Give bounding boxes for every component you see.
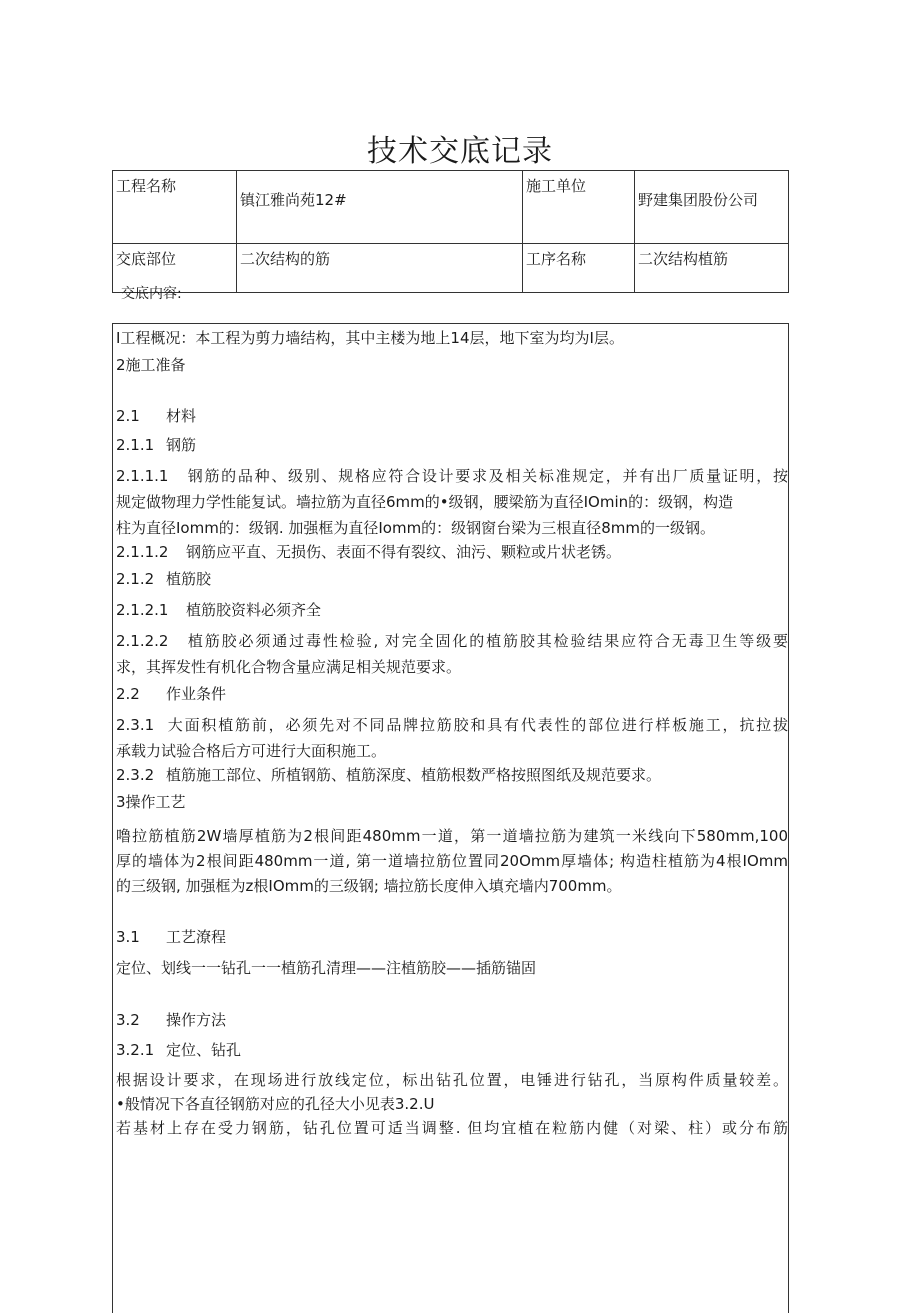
clause-number: 2.1.2 — [116, 570, 155, 588]
part-label: 交底部位 — [113, 244, 237, 293]
content-line: I工程概况：本工程为剪力墙结构，其中主楼为地上14层，地下室为均为I层。 — [116, 329, 624, 347]
clause-text: 大面积植筋前，必须先对不同品牌拉筋胶和具有代表性的部位进行样板施工，抗拉拔 — [166, 716, 788, 734]
subsection-heading — [116, 568, 788, 589]
content-line: 噜拉筋植筋2W墙厚植筋为2根间距480mm一道，第一道墙拉筋为建筑一米线向下580mm,100 — [116, 827, 788, 845]
content-line: 根据设计要求，在现场进行放线定位，标出钻孔位置，电锤进行钻孔，当原构件质量较差。 — [116, 1071, 788, 1089]
clause-text: 作业条件 — [166, 685, 227, 703]
clause-text: 植筋施工部位、所植钢筋、植筋深度、植筋根数严格按照图纸及规范要求。 — [166, 766, 662, 784]
info-row-1 — [113, 171, 789, 244]
content-line: 规定做物理力学性能复试。墙拉筋为直径6mm的•级钢，腰梁筋为直径IOmin的：级钢，构造 — [116, 493, 734, 511]
project-name-value: 镇江雅尚苑12# — [237, 171, 523, 244]
content-line: 柱为直径Iomm的：级钢. 加强框为直径Iomm的：级钢窗台梁为三根直径8mm的一级钢。 — [116, 519, 715, 537]
clause-text: 钢筋的品种、级别、规格应符合设计要求及相关标准规定，并有出厂质量证明，按 — [186, 467, 788, 485]
clause-text: 工艺潦程 — [166, 928, 227, 946]
clause-text: 植筋胶资料必须齐全 — [186, 601, 322, 619]
content-line — [116, 465, 788, 486]
clause-text: 钢筋应平直、无损伤、表面不得有裂纹、油污、颗粒或片状老锈。 — [186, 543, 622, 561]
project-name-label: 工程名称 — [113, 171, 237, 244]
subsection-heading — [116, 434, 788, 455]
content-line: 若基材上存在受力钢筋，钻孔位置可适当调整. 但均宜植在粒筋内健（对梁、柱）或分布筋 — [116, 1119, 788, 1137]
subsection-heading — [116, 926, 788, 947]
content-line — [116, 714, 788, 735]
part-value: 二次结构的筋 — [237, 244, 523, 293]
content-line — [116, 630, 788, 651]
section-heading: 2施工准备 — [116, 356, 186, 374]
clause-text: 材料 — [166, 407, 197, 425]
subsection-heading — [116, 405, 788, 426]
clause-number: 2.1.2.1 — [116, 601, 169, 619]
clause-text: 定位、钻孔 — [166, 1041, 242, 1059]
section-heading: 3操作工艺 — [116, 793, 186, 811]
clause-text: 植筋胶 — [166, 570, 212, 588]
content-line: 求，其挥发性有机化合物含量应满足相关规范要求。 — [116, 658, 462, 676]
info-row-2 — [113, 244, 789, 293]
clause-text: 钢筋 — [166, 436, 197, 454]
clause-number: 2.1 — [116, 407, 140, 425]
clause-number: 2.3.2 — [116, 766, 155, 784]
subsection-heading — [116, 683, 788, 704]
content-line — [116, 764, 788, 785]
clause-number: 2.1.1.1 — [116, 467, 169, 485]
clause-text: 操作方法 — [166, 1011, 227, 1029]
content-line — [116, 541, 788, 562]
process-name-label: 工序名称 — [523, 244, 635, 293]
clause-number: 2.3.1 — [116, 716, 155, 734]
clause-number: 2.2 — [116, 685, 140, 703]
clause-number: 2.1.1 — [116, 436, 155, 454]
clause-number: 2.1.1.2 — [116, 543, 169, 561]
clause-number: 3.2 — [116, 1011, 140, 1029]
content-label: 交底内容: — [121, 286, 182, 302]
clause-number: 3.1 — [116, 928, 140, 946]
clause-number: 3.2.1 — [116, 1041, 155, 1059]
clause-text: 植筋胶必须通过毒性检验, 对完全固化的植筋胶其检验结果应符合无毒卫生等级要 — [186, 632, 788, 650]
document-title: 技术交底记录 — [367, 134, 553, 169]
subsection-heading — [116, 1009, 788, 1030]
content-line: 承载力试验合格后方可进行大面积施工。 — [116, 742, 387, 760]
content-line: 的三级钢, 加强框为z根IOmm的三级钢; 墙拉筋长度伸入填充墙内700mm。 — [116, 877, 622, 895]
construction-unit-value: 野建集团股份公司 — [635, 171, 789, 244]
process-name-value: 二次结构植筋 — [635, 244, 789, 293]
clause-number: 2.1.2.2 — [116, 632, 169, 650]
content-line: •般情况下各直径钢筋对应的孔径大小见表3.2.U — [116, 1095, 435, 1113]
content-line — [116, 599, 788, 620]
content-line: 厚的墙体为2根间距480mm一道, 第一道墙拉筋位置同20Omm厚墙体; 构造柱植筋为4根IOmm — [116, 852, 788, 870]
info-table — [112, 170, 789, 293]
content-line: 定位、划线一一钻孔一一植筋孔清理——注植筋胶——插筋锚固 — [116, 959, 537, 977]
subsection-heading — [116, 1039, 788, 1060]
construction-unit-label: 施工单位 — [523, 171, 635, 244]
